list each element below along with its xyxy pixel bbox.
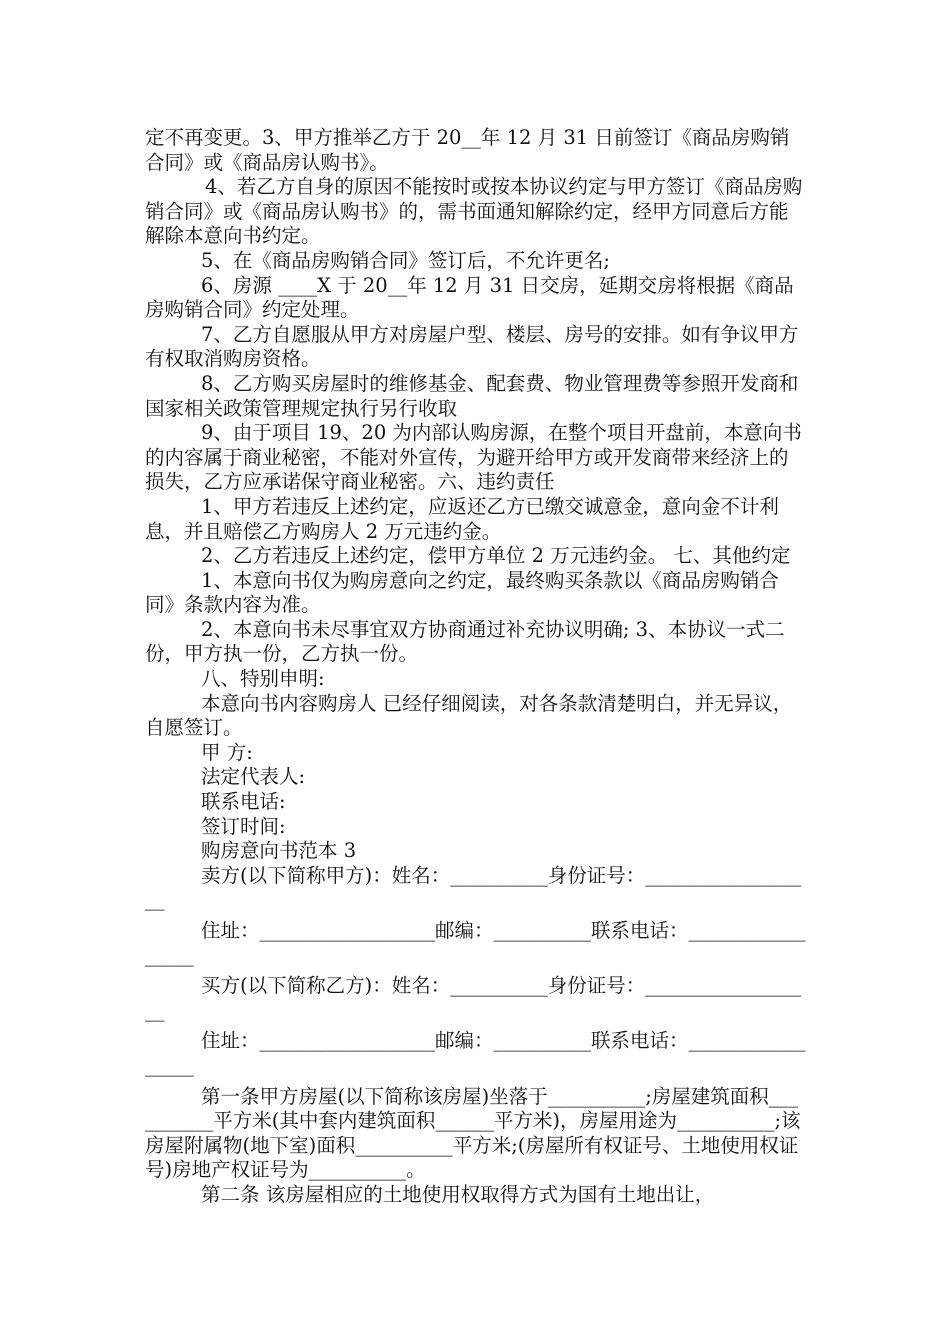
signature-date: 签订时间: [201,814,286,838]
seller-info: 卖方(以下简称甲方)：姓名：__________身份证号：__________________ [145,863,802,912]
paragraph-other-2: 2、本意向书未尽事宜双方协商通过补充协议明确; 3、本协议一式二份，甲方执一份，乙方执一份。 [145,617,785,666]
paragraph-breach-2: 2、乙方若违反上述约定，偿甲方单位 2 万元违约金。 七、其他约定 [201,544,791,568]
buyer-address: 住址：__________________邮编：__________联系电话：_________________ [145,1029,806,1077]
paragraph-clause-7: 7、乙方自愿服从甲方对房屋户型、楼层、房号的安排。如有争议甲方有权取消购房资格。 [145,322,799,371]
template-title: 购房意向书范本 3 [201,839,357,863]
section-heading-special: 八、特别申明: [201,667,325,691]
signature-phone: 联系电话: [201,790,286,814]
signature-party-a: 甲 方: [201,740,253,764]
paragraph-clause-5: 5、在《商品房购销合同》签订后，不允许更名; [201,248,610,272]
paragraph-clause-4: 4、若乙方自身的原因不能按时或按本协议约定与甲方签订《商品房购销合同》或《商品房认购书》的，需书面通知解除约定，经甲方同意后方能解除本意向书约定。 [145,175,803,248]
document-body [145,126,807,1208]
paragraph-intro: 定不再变更。3、甲方推举乙方于 20__年 12 月 31 日前签订《商品房购销合同》或《商品房认购书》。 [145,126,790,174]
article-1: 第一条甲方房屋(以下简称该房屋)坐落于__________;房屋建筑面积__________平方米(其中套内建筑面积______平方米)，房屋用途为__________;该房屋附属物(地下室)面积__________平方米;(房屋所有权证号、土地使用权证号)房地产权证号为__________。 [145,1084,801,1182]
article-2: 第二条 该房屋相应的土地使用权取得方式为国有土地出让， [201,1182,715,1206]
paragraph-statement: 本意向书内容购房人 已经仔细阅读，对各条款清楚明白，并无异议，自愿签订。 [145,691,793,740]
paragraph-clause-6: 6、房源 ____X 于 20__年 12 月 31 日交房，延期交房将根据《商品房购销合同》约定处理。 [145,273,794,322]
buyer-info: 买方(以下简称乙方)：姓名：__________身份证号：__________________ [145,974,802,1022]
paragraph-breach-1: 1、甲方若违反上述约定，应返还乙方已缴交诚意金，意向金不计利息，并且赔偿乙方购房人 2 万元违约金。 [145,494,779,543]
paragraph-clause-8: 8、乙方购买房屋时的维修基金、配套费、物业管理费等参照开发商和国家相关政策管理规定执行另行收取 [145,371,799,420]
seller-address: 住址：__________________邮编：__________联系电话：_________________ [145,919,806,967]
paragraph-clause-9: 9、由于项目 19、20 为内部认购房源，在整个项目开盘前，本意向书的内容属于商业秘密，不能对外宣传，为避开给甲方或开发商带来经济上的损失，乙方应承诺保守商业秘密。六、违约责任 [145,421,802,494]
signature-legal-rep: 法定代表人: [201,765,306,789]
paragraph-other-1: 1、本意向书仅为购房意向之约定，最终购买条款以《商品房购销合同》条款内容为准。 [145,568,779,617]
